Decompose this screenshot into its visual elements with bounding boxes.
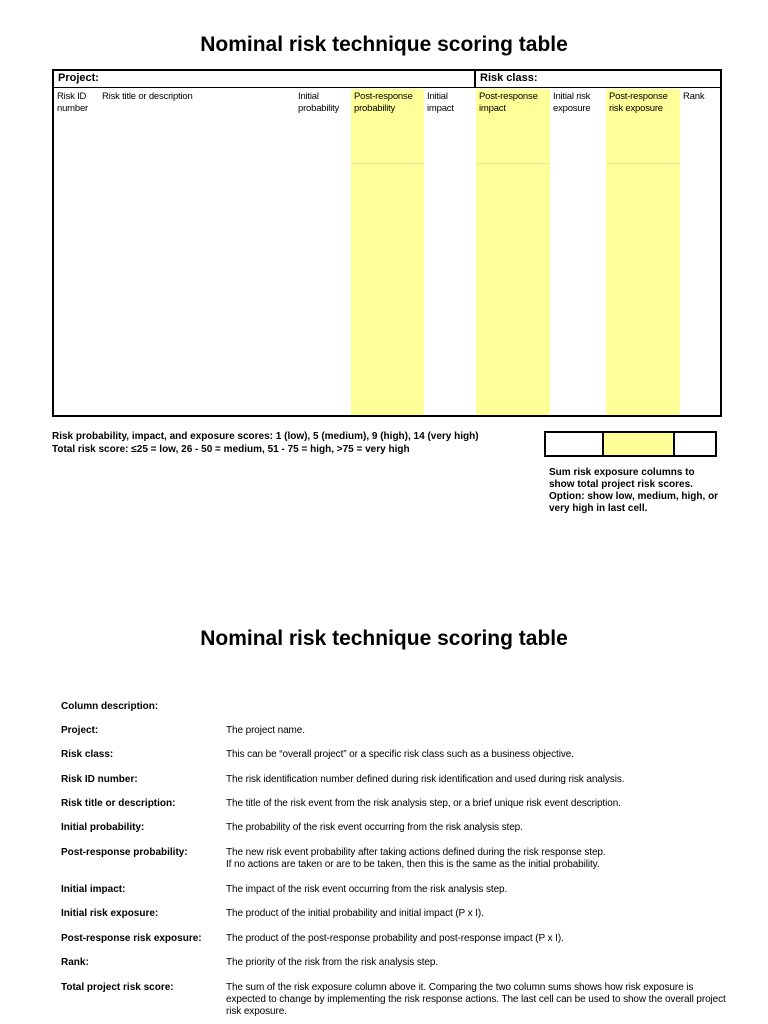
column-post-response-risk-exposure[interactable]: Post-response risk exposure	[606, 89, 680, 415]
column-rank[interactable]: Rank	[683, 91, 705, 102]
sum-rating-cell[interactable]	[675, 433, 715, 455]
description-line: The new risk event probability after taking actions defined during the risk response step.	[226, 847, 606, 858]
description-text: The risk identification number defined during risk identification and used during risk analysis.	[226, 774, 625, 785]
description-line: If no actions are taken or are to be taken, then this is the same as the initial probability.	[226, 859, 600, 870]
scores-legend-line: Total risk score: ≤25 = low, 26 - 50 = medium, 51 - 75 = high, >75 = very high	[52, 444, 410, 455]
description-text: The product of the initial probability and initial impact (P x I).	[226, 908, 484, 919]
description-term: Post-response risk exposure:	[61, 933, 202, 944]
scores-legend	[52, 430, 532, 456]
risk-class-cell[interactable]: Risk class:	[480, 72, 538, 84]
scoring-table	[52, 69, 722, 417]
description-text	[226, 847, 726, 871]
column-initial-impact[interactable]: Initial impact	[427, 91, 454, 114]
sum-initial-exposure-cell[interactable]	[546, 433, 604, 455]
description-text: The probability of the risk event occurring from the risk analysis step.	[226, 822, 523, 833]
description-term: Risk class:	[61, 749, 114, 760]
description-term: Initial impact:	[61, 884, 126, 895]
description-text: The sum of the risk exposure column above it. Comparing the two column sums shows how risk exposure is expected to change by implementing the risk response actions. The last cell can be used to show the overall project risk exposure.	[226, 982, 726, 1017]
description-term: Initial probability:	[61, 822, 145, 833]
description-term: Project:	[61, 725, 99, 736]
table-header-row	[54, 71, 720, 88]
description-text: This can be “overall project” or a specific risk class such as a business objective.	[226, 749, 574, 760]
page-title: Nominal risk technique scoring table	[200, 33, 568, 56]
project-cell[interactable]: Project:	[54, 71, 476, 87]
sum-note: Sum risk exposure columns to show total project risk scores. Option: show low, medium, high, or very high in last cell.	[549, 467, 719, 514]
column-risk-id[interactable]: Risk ID number	[57, 91, 89, 114]
description-term: Post-response probability:	[61, 847, 188, 858]
description-text: The title of the risk event from the risk analysis step, or a brief unique risk event description.	[226, 798, 621, 809]
description-term: Risk title or description:	[61, 798, 176, 809]
column-post-response-probability[interactable]: Post-response probability	[351, 89, 424, 415]
page-title: Nominal risk technique scoring table	[200, 627, 568, 650]
column-initial-probability[interactable]: Initial probability	[298, 91, 340, 114]
scores-legend-line: Risk probability, impact, and exposure scores: 1 (low), 5 (medium), 9 (high), 14 (very high)	[52, 431, 479, 442]
description-text: The product of the post-response probability and post-response impact (P x I).	[226, 933, 564, 944]
column-description-heading: Column description:	[61, 701, 159, 712]
description-text: The impact of the risk event occurring from the risk analysis step.	[226, 884, 508, 895]
description-text: The priority of the risk from the risk analysis step.	[226, 957, 438, 968]
column-initial-risk-exposure[interactable]: Initial risk exposure	[553, 91, 591, 114]
description-term: Total project risk score:	[61, 982, 174, 993]
sum-post-response-exposure-cell[interactable]	[604, 433, 675, 455]
description-term: Rank:	[61, 957, 89, 968]
sum-row	[544, 431, 717, 457]
description-text: The project name.	[226, 725, 305, 736]
column-risk-title[interactable]: Risk title or description	[102, 91, 193, 102]
column-post-response-impact[interactable]: Post-response impact	[476, 89, 550, 415]
description-term: Risk ID number:	[61, 774, 138, 785]
description-term: Initial risk exposure:	[61, 908, 159, 919]
